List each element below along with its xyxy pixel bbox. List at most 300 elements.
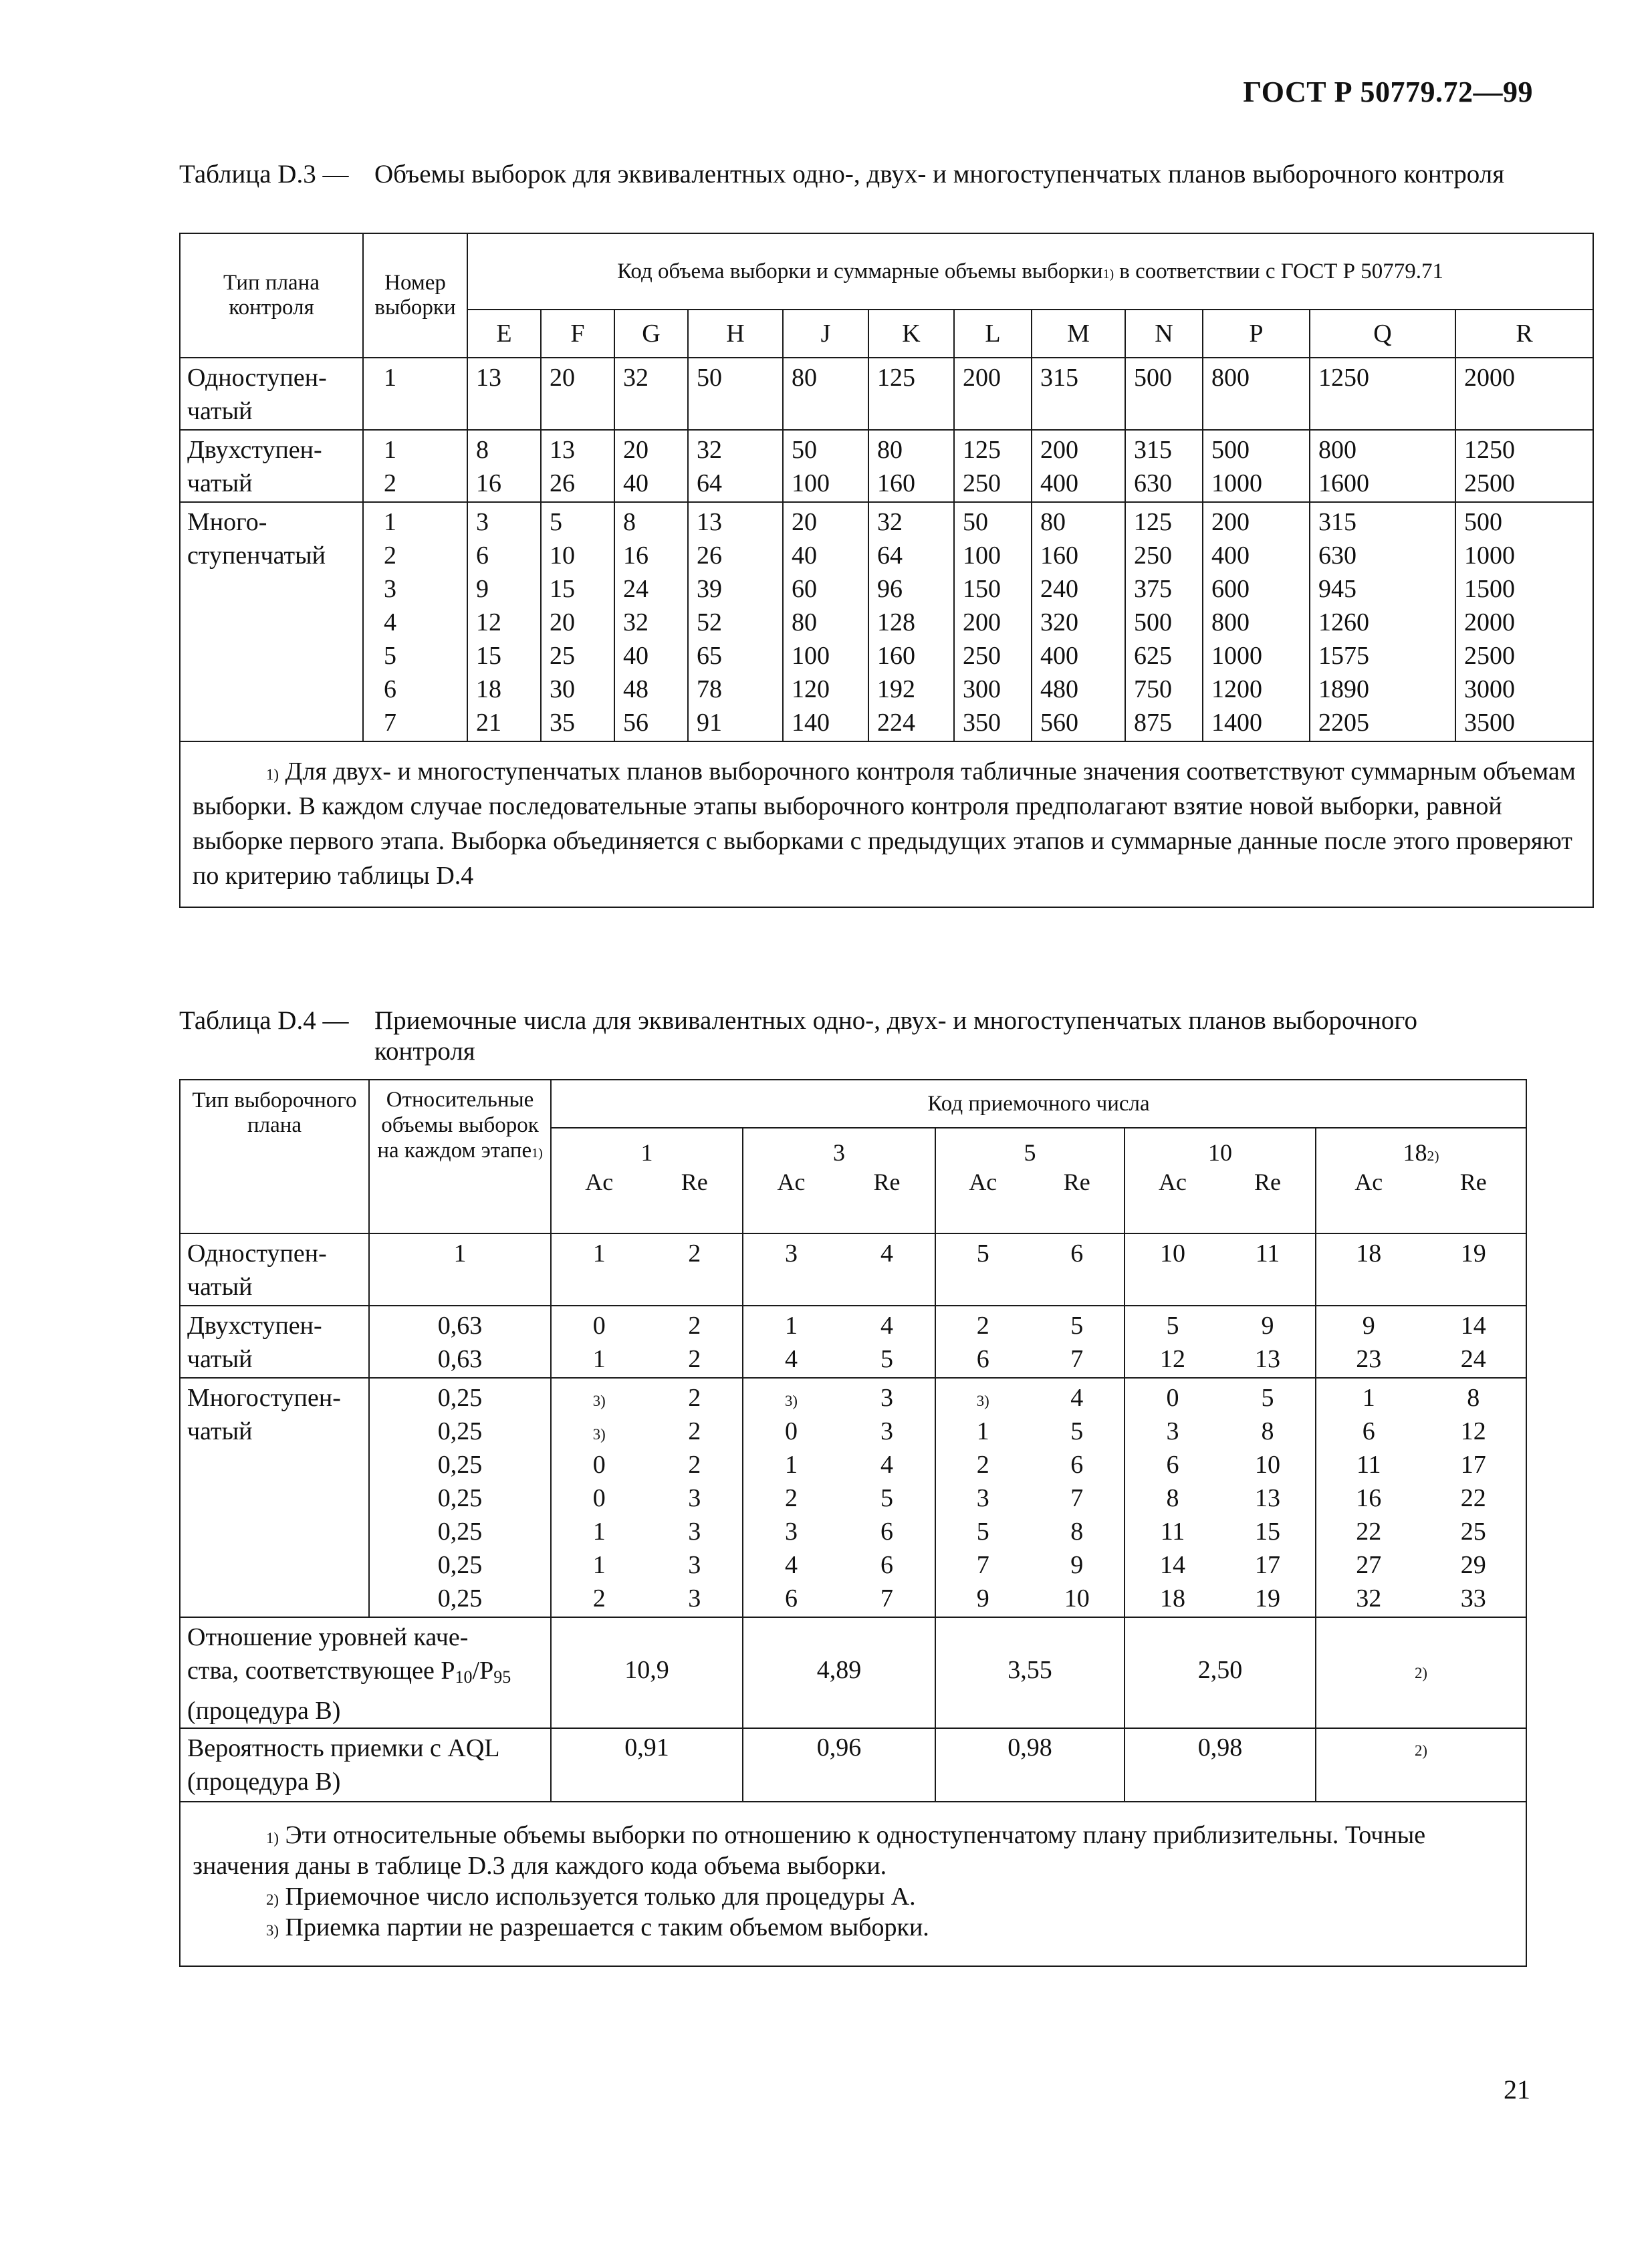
re-value: 2 (688, 1345, 701, 1373)
acceptance-code (743, 1138, 935, 1167)
ac-re-pair (936, 1548, 1124, 1582)
ratio-label-line-1: Отношение уровней каче- (187, 1623, 469, 1651)
table-d4-ratio-label (180, 1617, 551, 1728)
page-number: 21 (1504, 2074, 1530, 2105)
ac-footnote-mark: 3) (592, 1393, 606, 1409)
sample-size-value: 30 (550, 675, 575, 703)
ac-re-pair (1125, 1448, 1315, 1481)
sample-size-value: 250 (1134, 542, 1172, 570)
table-d3-value-cell (614, 430, 688, 502)
table-d4-head-code: Код приемочного числа (551, 1080, 1526, 1128)
ac-re-pair (936, 1515, 1124, 1548)
ac-value (552, 1415, 647, 1448)
re-value: 13 (1255, 1484, 1280, 1512)
sample-size-value: 60 (792, 575, 817, 603)
ac-re-pair (743, 1309, 935, 1342)
re-value: 7 (880, 1584, 893, 1613)
ac-value: 6 (1362, 1417, 1375, 1445)
sample-size-value: 20 (792, 508, 817, 536)
table-d4-plan-type (180, 1378, 369, 1617)
sample-size-value: 9 (476, 575, 489, 603)
table-d4-code-18 (1316, 1128, 1526, 1233)
table-d3-code-q: Q (1310, 310, 1455, 358)
ac-re-pair (1125, 1515, 1315, 1548)
table-d3-value-cell (1310, 358, 1455, 430)
sample-no: 6 (384, 675, 396, 703)
plan-type-line: Одноступен- (187, 364, 327, 392)
table-d3-value-cell (541, 358, 614, 430)
table-d4-plan-type (180, 1233, 369, 1306)
sample-size-value: 300 (963, 675, 1001, 703)
prob-label-line-2: (процедура B) (187, 1768, 341, 1796)
sample-size-value: 120 (792, 675, 830, 703)
table-d3-value-cell (1125, 358, 1203, 430)
table-d4-group-row (180, 1378, 1526, 1617)
re-value: 9 (1261, 1312, 1274, 1340)
rel-size-value: 1 (453, 1239, 467, 1268)
table-d3-value-cell (688, 430, 783, 502)
ac-re-pair (743, 1481, 935, 1515)
table-d4-ac-re-cell (1316, 1306, 1526, 1378)
ac-value: 8 (1166, 1484, 1179, 1512)
sample-size-value: 240 (1040, 575, 1078, 603)
ac-re-pair (1316, 1342, 1526, 1376)
table-d4-ac-re-cell (743, 1306, 935, 1378)
ac-re-pair (552, 1342, 742, 1376)
table-d3-value-cell (467, 502, 541, 741)
ac-re-pair (1125, 1582, 1315, 1615)
prob-label-line-1: Вероятность приемки с AQL (187, 1734, 500, 1762)
ac-re-pair (552, 1448, 742, 1481)
plan-type-line: Двухступен- (187, 1312, 322, 1340)
sample-size-value: 320 (1040, 608, 1078, 636)
re-value: 6 (880, 1551, 893, 1579)
table-d4-rel-size (369, 1306, 551, 1378)
ac-re-pair (1125, 1342, 1315, 1376)
sample-size-value: 40 (623, 642, 648, 670)
sample-size-value: 32 (623, 364, 648, 392)
sample-size-value: 150 (963, 575, 1001, 603)
sample-size-value: 56 (623, 709, 648, 737)
table-d3-code-p: P (1203, 310, 1310, 358)
ac-value (552, 1381, 647, 1415)
sample-no: 1 (384, 508, 396, 536)
ac-value: 11 (1160, 1518, 1185, 1546)
re-value: 5 (1261, 1384, 1274, 1412)
sample-size-value: 160 (877, 642, 915, 670)
table-d3-value-cell (1310, 430, 1455, 502)
sample-size-value: 8 (476, 436, 489, 464)
table-d4-ac-re-cell (935, 1233, 1125, 1306)
table-d3-plan-type (180, 502, 363, 741)
sample-size-value: 20 (550, 364, 575, 392)
sample-size-value: 39 (697, 575, 722, 603)
rel-size-value: 0,25 (437, 1551, 483, 1579)
table-d3-code-e: E (467, 310, 541, 358)
sample-size-value: 50 (963, 508, 988, 536)
sample-size-value: 40 (792, 542, 817, 570)
re-label: Re (1459, 1169, 1487, 1195)
plan-type-line: чатый (187, 397, 253, 425)
ac-re-pair (743, 1415, 935, 1448)
sample-size-value: 500 (1134, 608, 1172, 636)
re-value: 5 (1070, 1417, 1084, 1445)
re-value: 4 (880, 1451, 893, 1479)
sample-size-value: 15 (550, 575, 575, 603)
ac-re-pair (552, 1309, 742, 1342)
ac-re-pair (936, 1415, 1124, 1448)
sample-size-value: 2500 (1464, 642, 1515, 670)
sample-size-value: 140 (792, 709, 830, 737)
sample-size-value: 52 (697, 608, 722, 636)
sample-size-value: 1400 (1211, 709, 1262, 737)
re-value: 22 (1460, 1484, 1486, 1512)
sample-size-value: 480 (1040, 675, 1078, 703)
sample-no: 4 (384, 608, 396, 636)
sample-size-value: 6 (476, 542, 489, 570)
sample-size-value: 625 (1134, 642, 1172, 670)
ac-re-pair (1125, 1309, 1315, 1342)
table-d4-caption-text: Приемочные числа для эквивалентных одно-, двух- и многоступенчатых планов выборочного контроля (374, 1006, 1417, 1066)
table-d3-head-sample-no: Номер выборки (363, 233, 467, 358)
sample-size-value: 26 (550, 469, 575, 497)
ac-re-pair (936, 1481, 1124, 1515)
table-d3 (179, 233, 1594, 908)
sample-size-value: 630 (1134, 469, 1172, 497)
ac-value: 18 (1356, 1239, 1382, 1268)
re-value: 12 (1460, 1417, 1486, 1445)
re-value: 2 (688, 1451, 701, 1479)
sample-size-value: 5 (550, 508, 562, 536)
re-value: 3 (688, 1551, 701, 1579)
sample-size-value: 250 (963, 642, 1001, 670)
re-value: 19 (1460, 1239, 1486, 1268)
table-d4-rel-size (369, 1233, 551, 1306)
re-value: 25 (1460, 1518, 1486, 1546)
plan-type-line: Много- (187, 508, 267, 536)
ac-value: 32 (1356, 1584, 1382, 1613)
re-value: 19 (1255, 1584, 1280, 1613)
table-d3-caption-label: Таблица D.3 — (179, 160, 349, 189)
ac-value: 1 (592, 1239, 606, 1268)
sample-size-value: 500 (1464, 508, 1502, 536)
table-d4-fn3-mark: 3) (266, 1922, 279, 1939)
ac-value: 1 (1362, 1384, 1375, 1412)
ac-value: 5 (976, 1518, 989, 1546)
re-value: 10 (1064, 1584, 1090, 1613)
table-d3-value-cell (541, 502, 614, 741)
sample-size-value: 26 (697, 542, 722, 570)
sample-size-value: 315 (1134, 436, 1172, 464)
table-d4 (179, 1079, 1527, 1967)
rel-size-value: 0,25 (437, 1518, 483, 1546)
table-d4-caption-label: Таблица D.4 — (179, 1006, 349, 1035)
sample-size-value: 91 (697, 709, 722, 737)
sample-size-value: 800 (1318, 436, 1356, 464)
table-d3-group-row (180, 430, 1593, 502)
ac-value: 9 (1362, 1312, 1375, 1340)
rel-size-value: 0,63 (437, 1312, 483, 1340)
rel-size-value: 0,25 (437, 1417, 483, 1445)
ac-re-pair (936, 1237, 1124, 1270)
table-d4-fn2-text: Приемочное число используется только для процедуры A. (285, 1883, 916, 1911)
acceptance-code-value: 1 (640, 1139, 653, 1166)
table-d4-code-10 (1125, 1128, 1316, 1233)
re-value: 33 (1460, 1584, 1486, 1613)
table-d3-value-cell (1203, 358, 1310, 430)
ac-value: 23 (1356, 1345, 1382, 1373)
ac-re-pair (1316, 1237, 1526, 1270)
ac-value: 5 (976, 1239, 989, 1268)
table-d3-value-cell (1032, 358, 1125, 430)
table-d4-fn1-text: Эти относительные объемы выборки по отношению к одноступенчатому плану приблизительны. Точные значения даны в таблице D.3 для каждого кода объема выборки. (193, 1821, 1426, 1880)
ac-value: 18 (1160, 1584, 1185, 1613)
table-d4-fn3-text: Приемка партии не разрешается с таким объемом выборки. (285, 1913, 929, 1941)
sample-size-value: 2000 (1464, 364, 1515, 392)
ratio-value: 10,9 (551, 1617, 743, 1728)
re-label: Re (1254, 1169, 1281, 1195)
ac-re-header (1125, 1167, 1315, 1197)
prob-value: 0,98 (935, 1728, 1125, 1802)
re-value: 8 (1261, 1417, 1274, 1445)
re-value: 6 (1070, 1451, 1084, 1479)
re-value: 8 (1467, 1384, 1480, 1412)
sample-size-value: 32 (697, 436, 722, 464)
ac-re-pair (552, 1415, 742, 1448)
table-d4-ac-re-cell (1125, 1378, 1316, 1617)
ac-label: Ac (585, 1169, 614, 1195)
ac-value: 3 (785, 1518, 798, 1546)
table-d3-head-code-text: Код объема выборки и суммарные объемы выборки (617, 259, 1103, 283)
ac-value: 3 (1166, 1417, 1179, 1445)
ratio-value: 2) (1316, 1617, 1526, 1728)
sample-size-value: 16 (623, 542, 648, 570)
table-d3-value-cell (954, 502, 1032, 741)
sample-size-value: 20 (550, 608, 575, 636)
sample-size-value: 500 (1211, 436, 1250, 464)
ac-footnote-mark: 3) (592, 1426, 606, 1443)
table-d3-value-cell (868, 358, 954, 430)
table-d3-value-cell (614, 358, 688, 430)
ac-re-pair (936, 1381, 1124, 1415)
table-d3-value-cell (1032, 430, 1125, 502)
sample-size-value: 2500 (1464, 469, 1515, 497)
sample-size-value: 80 (877, 436, 903, 464)
re-value: 13 (1255, 1345, 1280, 1373)
table-d3-footnote-text: Для двух- и многоступенчатых планов выборочного контроля табличные значения соответствуют суммарным объемам выборки. В каждом случае последовательные этапы выборочного контроля предполагают взятие новой выборки, равной выборке первого этапа. Выборка объединяется с выборками с предыдущих этапов и суммарные данные после этого проверяют по критерию таблицы D.4 (193, 757, 1576, 890)
table-d3-value-cell (783, 358, 868, 430)
ratio-value: 4,89 (743, 1617, 935, 1728)
ac-value: 3 (976, 1484, 989, 1512)
ac-re-pair (1316, 1481, 1526, 1515)
re-label: Re (681, 1169, 708, 1195)
ac-value: 0 (592, 1484, 606, 1512)
ac-value: 4 (785, 1551, 798, 1579)
sample-no: 1 (384, 436, 396, 464)
re-value: 5 (1070, 1312, 1084, 1340)
document-code: ГОСТ Р 50779.72—99 (1243, 76, 1533, 108)
sample-size-value: 1200 (1211, 675, 1262, 703)
sample-size-value: 64 (877, 542, 903, 570)
ac-value: 2 (976, 1451, 989, 1479)
table-d4-footnotes (180, 1802, 1526, 1966)
ac-re-pair (1316, 1415, 1526, 1448)
sample-size-value: 3000 (1464, 675, 1515, 703)
sample-size-value: 315 (1040, 364, 1078, 392)
sample-size-value: 350 (963, 709, 1001, 737)
sample-size-value: 800 (1211, 608, 1250, 636)
table-d4-ac-re-cell (551, 1378, 743, 1617)
ac-value: 0 (1166, 1384, 1179, 1412)
sample-no: 5 (384, 642, 396, 670)
table-d3-value-cell (1032, 502, 1125, 741)
sample-size-value: 1250 (1318, 364, 1369, 392)
sample-size-value: 3 (476, 508, 489, 536)
ac-re-pair (743, 1381, 935, 1415)
ac-re-pair (552, 1582, 742, 1615)
sample-size-value: 25 (550, 642, 575, 670)
sample-no: 2 (384, 469, 396, 497)
table-d4-rel-size (369, 1378, 551, 1617)
table-d4-ac-re-cell (551, 1233, 743, 1306)
table-d4-ac-re-cell (1316, 1233, 1526, 1306)
ac-value: 9 (976, 1584, 989, 1613)
ac-label: Ac (777, 1169, 806, 1195)
re-value: 10 (1255, 1451, 1280, 1479)
ratio-label-line-3: (процедура B) (187, 1697, 341, 1725)
table-d4-fn1-mark: 1) (266, 1830, 279, 1847)
ac-value: 0 (592, 1451, 606, 1479)
acceptance-code-value: 10 (1208, 1139, 1232, 1166)
ac-re-pair (936, 1582, 1124, 1615)
table-d4-ac-re-cell (1316, 1378, 1526, 1617)
sample-size-value: 315 (1318, 508, 1356, 536)
table-d3-value-cell (868, 502, 954, 741)
table-d3-value-cell (467, 358, 541, 430)
table-d3-value-cell (1455, 358, 1593, 430)
table-d3-code-h: H (688, 310, 783, 358)
re-value: 4 (1070, 1384, 1084, 1412)
table-d3-head-code-fn: 1) (1102, 266, 1114, 281)
table-d3-code-j: J (783, 310, 868, 358)
table-d3-code-k: K (868, 310, 954, 358)
re-value: 3 (688, 1584, 701, 1613)
ac-value: 14 (1160, 1551, 1185, 1579)
ac-re-pair (1316, 1582, 1526, 1615)
sample-size-value: 10 (550, 542, 575, 570)
sample-size-value: 65 (697, 642, 722, 670)
table-d3-value-cell (1125, 502, 1203, 741)
re-value: 5 (880, 1484, 893, 1512)
re-value: 11 (1255, 1239, 1280, 1268)
ac-footnote-mark: 3) (785, 1393, 798, 1409)
sample-size-value: 200 (1040, 436, 1078, 464)
ac-re-pair (552, 1237, 742, 1270)
sample-size-value: 250 (963, 469, 1001, 497)
re-value: 3 (688, 1518, 701, 1546)
table-d4-ac-re-cell (935, 1378, 1125, 1617)
sample-no: 1 (384, 364, 396, 392)
sample-size-value: 80 (1040, 508, 1066, 536)
sample-size-value: 1890 (1318, 675, 1369, 703)
ac-value: 10 (1160, 1239, 1185, 1268)
ac-re-pair (743, 1342, 935, 1376)
sample-size-value: 13 (697, 508, 722, 536)
ac-re-pair (1316, 1515, 1526, 1548)
sample-no: 7 (384, 709, 396, 737)
table-d3-value-cell (688, 502, 783, 741)
table-d3-value-cell (868, 430, 954, 502)
sample-size-value: 600 (1211, 575, 1250, 603)
sample-size-value: 875 (1134, 709, 1172, 737)
table-d4-ac-re-cell (935, 1306, 1125, 1378)
sample-size-value: 21 (476, 709, 501, 737)
sample-size-value: 13 (550, 436, 575, 464)
sample-size-value: 50 (697, 364, 722, 392)
table-d3-code-g: G (614, 310, 688, 358)
sample-size-value: 400 (1040, 642, 1078, 670)
table-d3-value-cell (783, 430, 868, 502)
ac-re-pair (743, 1582, 935, 1615)
ac-value: 1 (785, 1451, 798, 1479)
sample-size-value: 3500 (1464, 709, 1515, 737)
table-d3-sample-no (363, 358, 467, 430)
table-d3-value-cell (1310, 502, 1455, 741)
ratio-value: 3,55 (935, 1617, 1125, 1728)
ac-value: 2 (976, 1312, 989, 1340)
sample-size-value: 630 (1318, 542, 1356, 570)
re-value: 15 (1255, 1518, 1280, 1546)
table-d3-code-n: N (1125, 310, 1203, 358)
sample-size-value: 20 (623, 436, 648, 464)
sample-size-value: 160 (877, 469, 915, 497)
ac-value: 1 (976, 1417, 989, 1445)
table-d3-value-cell (541, 430, 614, 502)
sample-size-value: 64 (697, 469, 722, 497)
sample-size-value: 80 (792, 608, 817, 636)
sample-size-value: 1000 (1464, 542, 1515, 570)
ac-re-pair (1125, 1381, 1315, 1415)
sample-size-value: 8 (623, 508, 636, 536)
table-d3-plan-type (180, 430, 363, 502)
sample-size-value: 200 (963, 608, 1001, 636)
re-value: 29 (1460, 1551, 1486, 1579)
ac-re-pair (743, 1448, 935, 1481)
table-d3-value-cell (467, 430, 541, 502)
table-d3-footnote-mark: 1) (266, 766, 279, 783)
ac-re-pair (1125, 1415, 1315, 1448)
plan-type-line: Многоступен- (187, 1384, 341, 1412)
ac-value: 3 (785, 1239, 798, 1268)
re-value: 6 (1070, 1239, 1084, 1268)
plan-type-line: чатый (187, 469, 253, 497)
rel-size-value: 0,25 (437, 1451, 483, 1479)
prob-value: 0,96 (743, 1728, 935, 1802)
ac-value: 1 (592, 1551, 606, 1579)
table-d3-plan-type (180, 358, 363, 430)
re-value: 7 (1070, 1484, 1084, 1512)
ac-value: 0 (785, 1417, 798, 1445)
acceptance-code-fn: 2) (1427, 1148, 1439, 1164)
sample-size-value: 50 (792, 436, 817, 464)
table-d3-head-code-tail: в соответствии с ГОСТ Р 50779.71 (1119, 259, 1444, 283)
ac-re-header (936, 1167, 1124, 1197)
acceptance-code (552, 1138, 742, 1167)
table-d4-ac-re-cell (1125, 1233, 1316, 1306)
ac-value: 1 (785, 1312, 798, 1340)
table-d3-value-cell (1455, 502, 1593, 741)
table-d4-fn2-mark: 2) (266, 1891, 279, 1908)
